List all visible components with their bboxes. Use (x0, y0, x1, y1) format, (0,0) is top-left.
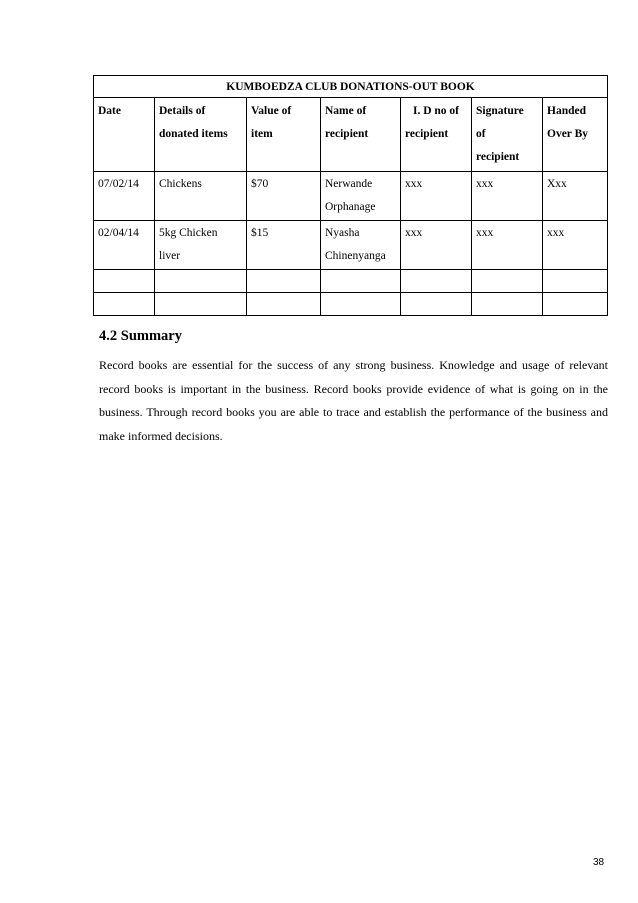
empty-cell (155, 293, 247, 316)
header-handed-over-by (543, 98, 608, 172)
summary-paragraph: Record books are essential for the success of any strong business. Knowledge and usage of relevant record books is important in the business. Record books provide evidence of what is going on in the business. Through record books you are able to trace and establish the performance of the business and make informed decisions. (99, 358, 608, 443)
cell-text: 02/04/14 (98, 227, 139, 239)
table-header-row (94, 98, 608, 172)
header-details-line1: Details of (159, 105, 206, 117)
header-signature-line3: recipient (476, 151, 520, 163)
header-handed-over-by-line1: Handed (547, 105, 586, 117)
empty-cell (321, 270, 401, 293)
header-signature-line2: of (476, 128, 486, 140)
cell-text: Xxx (547, 178, 567, 190)
cell-signature (472, 172, 543, 221)
cell-text: Nerwande (325, 178, 373, 190)
empty-cell (247, 270, 321, 293)
cell-text: 5kg Chicken (159, 227, 218, 239)
cell-recipient-name (321, 221, 401, 270)
cell-text: xxx (476, 227, 494, 239)
empty-cell (543, 270, 608, 293)
header-handed-over-by-line2: Over By (547, 128, 588, 140)
cell-handed-over-by (543, 221, 608, 270)
empty-cell (472, 293, 543, 316)
empty-cell (94, 293, 155, 316)
cell-recipient-name (321, 172, 401, 221)
empty-cell (401, 270, 472, 293)
header-date-line1: Date (98, 105, 121, 117)
header-recipient-id (401, 98, 472, 172)
header-recipient-id-line1: I. D no of (412, 105, 459, 117)
cell-details (155, 172, 247, 221)
cell-text: 07/02/14 (98, 178, 139, 190)
empty-cell (247, 293, 321, 316)
cell-recipient-id (401, 172, 472, 221)
cell-value (247, 172, 321, 221)
cell-text: xxx (405, 178, 423, 190)
empty-cell (94, 270, 155, 293)
header-recipient-name-line1: Name of (325, 105, 367, 117)
cell-handed-over-by (543, 172, 608, 221)
empty-cell (321, 293, 401, 316)
header-signature-line1: Signature (476, 105, 524, 117)
cell-text: xxx (547, 227, 565, 239)
cell-text: Orphanage (325, 201, 376, 213)
cell-text: $15 (251, 227, 269, 239)
cell-text: Chickens (159, 178, 202, 190)
cell-text: $70 (251, 178, 269, 190)
header-date (94, 98, 155, 172)
header-details-line2: donated items (159, 128, 228, 140)
header-recipient-id-line2: recipient (405, 128, 449, 140)
cell-signature (472, 221, 543, 270)
page-number: 38 (593, 857, 605, 868)
empty-cell (543, 293, 608, 316)
table-row (94, 172, 608, 221)
cell-value (247, 221, 321, 270)
empty-cell (472, 270, 543, 293)
table-row-empty (94, 270, 608, 293)
cell-text: xxx (476, 178, 494, 190)
table-row-empty (94, 293, 608, 316)
empty-cell (155, 270, 247, 293)
cell-date (94, 221, 155, 270)
cell-text: liver (159, 250, 181, 262)
donations-out-table (93, 75, 608, 316)
cell-recipient-id (401, 221, 472, 270)
cell-text: xxx (405, 227, 423, 239)
header-details (155, 98, 247, 172)
cell-text: Nyasha (325, 227, 360, 239)
empty-cell (401, 293, 472, 316)
section-heading: 4.2 Summary (99, 328, 182, 344)
cell-text: Chinenyanga (325, 250, 386, 262)
header-recipient-name-line2: recipient (325, 128, 369, 140)
table-row (94, 221, 608, 270)
header-value (247, 98, 321, 172)
header-value-line1: Value of (251, 105, 292, 117)
header-signature (472, 98, 543, 172)
table-title: KUMBOEDZA CLUB DONATIONS-OUT BOOK (94, 76, 608, 98)
cell-date (94, 172, 155, 221)
header-recipient-name (321, 98, 401, 172)
header-value-line2: item (251, 128, 273, 140)
cell-details (155, 221, 247, 270)
